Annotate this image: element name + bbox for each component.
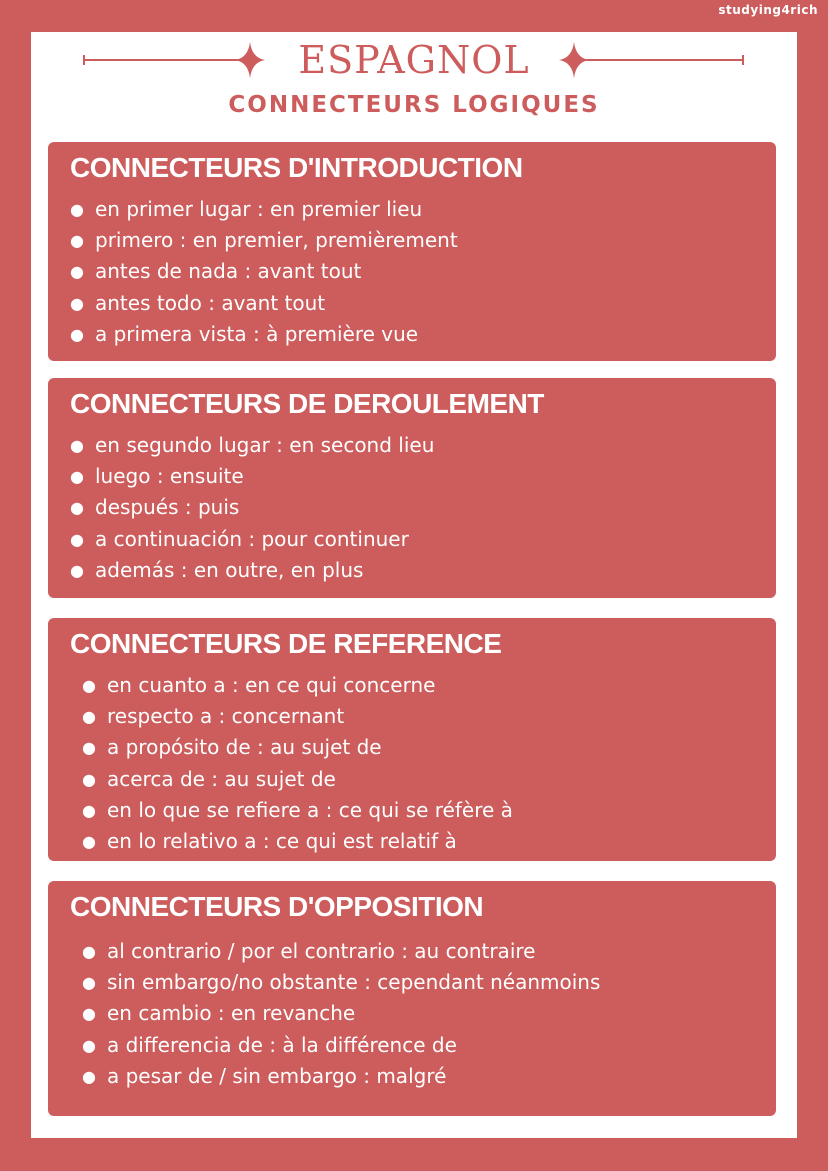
list-item-text: a differencia de : à la différence de — [107, 1032, 457, 1057]
list-item-text: primero : en premier, premièrement — [95, 228, 458, 253]
bullet-icon: ● — [70, 262, 84, 282]
page-title: ESPAGNOL — [298, 38, 530, 82]
list-item-text: en lo relativo a : ce qui est relatif à — [107, 829, 457, 854]
bullet-icon: ● — [70, 231, 84, 251]
connector-list — [82, 670, 513, 857]
list-item — [70, 524, 434, 555]
bullet-icon: ● — [70, 560, 84, 580]
list-item — [70, 555, 434, 586]
list-item — [82, 1061, 600, 1092]
list-item — [70, 319, 458, 350]
bullet-icon: ● — [82, 942, 96, 961]
list-item-text: además : en outre, en plus — [95, 557, 364, 582]
bullet-icon: ● — [82, 769, 96, 789]
section-opposition — [48, 881, 776, 1116]
watermark: studying4rich — [718, 3, 818, 17]
list-item — [82, 732, 513, 763]
list-item — [70, 256, 458, 287]
list-item-text: en primer lugar : en premier lieu — [95, 197, 423, 221]
list-item-text: luego : ensuite — [95, 464, 244, 489]
list-item-text: a propósito de : au sujet de — [107, 735, 382, 760]
section-heading: CONNECTEURS D'INTRODUCTION — [70, 152, 523, 183]
list-item-text: antes de nada : avant tout — [95, 259, 362, 284]
decorative-line-cap — [742, 55, 744, 65]
list-item — [82, 826, 513, 857]
bullet-icon: ● — [70, 293, 84, 313]
list-item-text: al contrario / por el contrario : au contraire — [107, 939, 536, 963]
page-subtitle: CONNECTEURS LOGIQUES — [228, 92, 600, 118]
list-item-text: en cuanto a : en ce qui concerne — [107, 673, 436, 697]
list-item — [82, 936, 600, 967]
connector-list — [70, 194, 458, 350]
bullet-icon: ● — [70, 324, 84, 344]
bullet-icon: ● — [70, 529, 84, 549]
bullet-icon: ● — [70, 498, 84, 518]
bullet-icon: ● — [82, 973, 96, 993]
page-sheet — [31, 32, 797, 1138]
bullet-icon: ● — [82, 1004, 96, 1024]
section-heading: CONNECTEURS D'OPPOSITION — [70, 891, 484, 922]
bullet-icon: ● — [70, 200, 84, 219]
list-item — [70, 461, 434, 492]
list-item — [82, 1030, 600, 1061]
bullet-icon: ● — [70, 436, 84, 455]
list-item-text: a continuación : pour continuer — [95, 526, 409, 551]
bullet-icon: ● — [82, 800, 96, 820]
list-item-text: en segundo lugar : en second lieu — [95, 433, 435, 457]
section-heading: CONNECTEURS DE DEROULEMENT — [70, 388, 544, 419]
list-item-text: después : puis — [95, 495, 240, 520]
list-item — [82, 795, 513, 826]
list-item — [82, 670, 513, 701]
bullet-icon: ● — [70, 467, 84, 487]
header — [31, 32, 797, 142]
list-item — [82, 998, 600, 1029]
list-item-text: acerca de : au sujet de — [107, 766, 336, 791]
list-item — [70, 492, 434, 523]
decorative-line — [579, 59, 744, 61]
list-item — [70, 430, 434, 461]
bullet-icon: ● — [82, 1066, 96, 1086]
bullet-icon: ● — [82, 707, 96, 727]
list-item-text: a pesar de / sin embargo : malgré — [107, 1063, 447, 1088]
list-item — [70, 288, 458, 319]
bullet-icon: ● — [82, 832, 96, 852]
bullet-icon: ● — [82, 1035, 96, 1055]
list-item-text: sin embargo/no obstante : cependant néanmoins — [107, 970, 601, 995]
list-item — [82, 967, 600, 998]
section-heading: CONNECTEURS DE REFERENCE — [70, 628, 502, 659]
connector-list — [70, 430, 434, 586]
list-item — [82, 701, 513, 732]
connector-list — [82, 936, 600, 1092]
section-introduction — [48, 142, 776, 361]
list-item — [70, 194, 458, 225]
list-item-text: antes todo : avant tout — [95, 290, 326, 315]
bullet-icon: ● — [82, 738, 96, 758]
list-item-text: a primera vista : à première vue — [95, 321, 419, 346]
list-item-text: respecto a : concernant — [107, 704, 345, 729]
list-item — [82, 764, 513, 795]
list-item-text: en cambio : en revanche — [107, 1001, 356, 1026]
section-reference — [48, 618, 776, 861]
bullet-icon: ● — [82, 676, 96, 695]
section-deroulement — [48, 378, 776, 598]
list-item-text: en lo que se refiere a : ce qui se réfère à — [107, 797, 513, 822]
list-item — [70, 225, 458, 256]
